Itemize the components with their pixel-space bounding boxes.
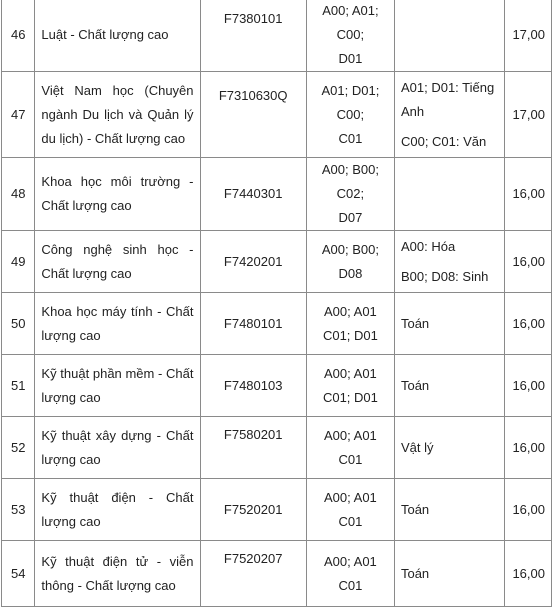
program-name: Kỹ thuật điện tử - viễn thông - Chất lượng cao — [35, 541, 200, 607]
main-subject-line: B00; D08: Sinh — [400, 268, 489, 284]
program-code: F7480101 — [200, 293, 306, 355]
subject-combinations: A00; A01 C01 — [306, 479, 394, 541]
main-subject-line: Toán — [400, 377, 430, 393]
program-name: Kỹ thuật phần mềm - Chất lượng cao — [35, 355, 200, 417]
row-number: 48 — [2, 158, 35, 231]
table-row — [2, 158, 552, 231]
main-subject — [394, 72, 504, 158]
cutoff-score: 16,00 — [505, 479, 552, 541]
subject-combinations: A01; D01; C00; C01 — [306, 72, 394, 158]
subject-combinations: A00; B00; C02; D07 — [306, 158, 394, 231]
main-subject — [394, 355, 504, 417]
program-name: Kỹ thuật xây dựng - Chất lượng cao — [35, 417, 200, 479]
program-name: Việt Nam học (Chuyên ngành Du lịch và Quản lý du lịch) - Chất lượng cao — [35, 72, 200, 158]
program-code: F7440301 — [200, 158, 306, 231]
row-number: 46 — [2, 0, 35, 72]
main-subject-line: A01; D01: Tiếng Anh — [400, 79, 495, 119]
table-row — [2, 479, 552, 541]
cutoff-score: 17,00 — [505, 0, 552, 72]
main-subject — [394, 158, 504, 231]
main-subject — [394, 293, 504, 355]
subject-combinations: A00; A01; C00; D01 — [306, 0, 394, 72]
program-code: F7420201 — [200, 231, 306, 293]
program-name: Luật - Chất lượng cao — [35, 0, 200, 72]
main-subject-line: Toán — [400, 315, 430, 331]
cutoff-score: 16,00 — [505, 355, 552, 417]
program-code: F7480103 — [200, 355, 306, 417]
table-row — [2, 541, 552, 607]
table-row — [2, 72, 552, 158]
main-subject-line: Vật lý — [400, 439, 434, 455]
row-number: 47 — [2, 72, 35, 158]
admission-table — [1, 0, 552, 607]
main-subject-line: C00; C01: Văn — [400, 133, 487, 149]
subject-combinations: A00; A01 C01; D01 — [306, 355, 394, 417]
program-name: Kỹ thuật điện - Chất lượng cao — [35, 479, 200, 541]
main-subject — [394, 541, 504, 607]
cutoff-score: 16,00 — [505, 541, 552, 607]
table-row — [2, 355, 552, 417]
main-subject — [394, 231, 504, 293]
main-subject — [394, 479, 504, 541]
row-number: 51 — [2, 355, 35, 417]
table-row — [2, 231, 552, 293]
table-row — [2, 0, 552, 72]
table-row — [2, 417, 552, 479]
row-number: 50 — [2, 293, 35, 355]
main-subject — [394, 417, 504, 479]
program-name: Công nghệ sinh học - Chất lượng cao — [35, 231, 200, 293]
subject-combinations: A00; A01 C01; D01 — [306, 293, 394, 355]
program-code: F7580201 — [200, 417, 306, 479]
cutoff-score: 16,00 — [505, 231, 552, 293]
program-name: Khoa học môi trường - Chất lượng cao — [35, 158, 200, 231]
cutoff-score: 16,00 — [505, 293, 552, 355]
table-row — [2, 293, 552, 355]
subject-combinations: A00; B00; D08 — [306, 231, 394, 293]
cutoff-score: 16,00 — [505, 158, 552, 231]
main-subject-line: Toán — [400, 501, 430, 517]
cutoff-score: 17,00 — [505, 72, 552, 158]
row-number: 54 — [2, 541, 35, 607]
program-code: F7520207 — [200, 541, 306, 607]
row-number: 49 — [2, 231, 35, 293]
program-code: F7310630Q — [200, 72, 306, 158]
main-subject-line: A00: Hóa — [400, 238, 456, 254]
program-name: Khoa học máy tính - Chất lượng cao — [35, 293, 200, 355]
subject-combinations: A00; A01 C01 — [306, 541, 394, 607]
row-number: 53 — [2, 479, 35, 541]
program-code: F7380101 — [200, 0, 306, 72]
main-subject-line: Toán — [400, 565, 430, 581]
row-number: 52 — [2, 417, 35, 479]
main-subject — [394, 0, 504, 72]
program-code: F7520201 — [200, 479, 306, 541]
subject-combinations: A00; A01 C01 — [306, 417, 394, 479]
cutoff-score: 16,00 — [505, 417, 552, 479]
